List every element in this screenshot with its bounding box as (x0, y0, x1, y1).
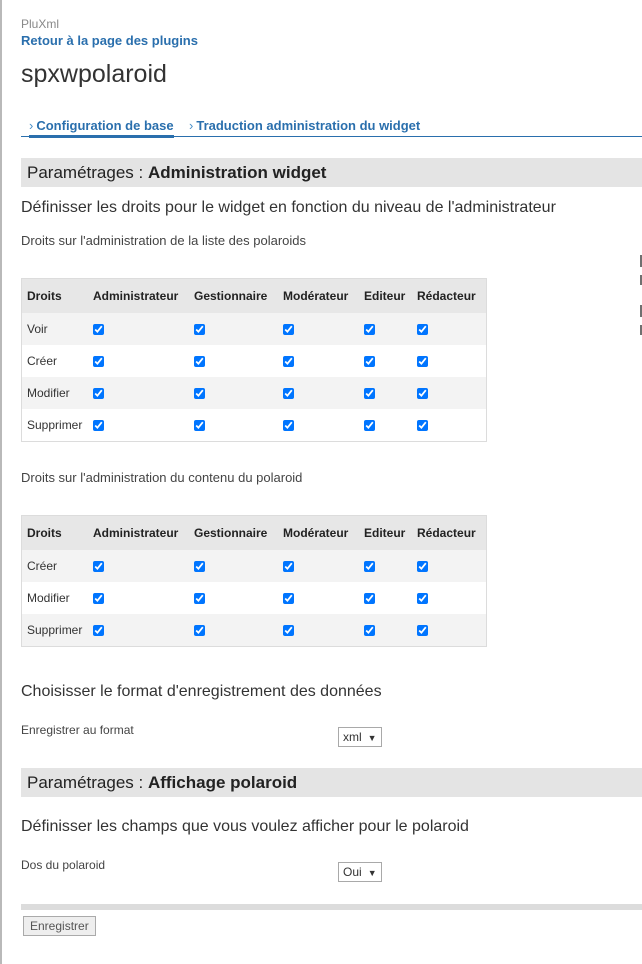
col-editeur: Editeur (359, 516, 412, 551)
row-label: Supprimer (22, 614, 89, 647)
col-redacteur: Rédacteur (412, 516, 487, 551)
col-droits: Droits (22, 516, 89, 551)
checkbox-contenu-creer-redacteur[interactable] (417, 561, 428, 572)
checkbox-voir-gestionnaire[interactable] (194, 324, 205, 335)
format-label: Enregistrer au format (21, 723, 134, 737)
checkbox-contenu-creer-editeur[interactable] (364, 561, 375, 572)
checkbox-creer-editeur[interactable] (364, 356, 375, 367)
content-rights-caption: Droits sur l'administration du contenu du polaroid (21, 470, 303, 485)
checkbox-modifier-editeur[interactable] (364, 388, 375, 399)
checkbox-modifier-moderateur[interactable] (283, 388, 294, 399)
table-row (22, 377, 487, 409)
checkbox-contenu-modifier-gestionnaire[interactable] (194, 593, 205, 604)
checkbox-supprimer-redacteur[interactable] (417, 420, 428, 431)
form-footer-bar (21, 904, 642, 910)
back-polaroid-value: Oui (343, 865, 362, 879)
row-label: Créer (22, 550, 89, 582)
format-heading: Choisisser le format d'enregistrement des données (21, 683, 382, 700)
checkbox-contenu-supprimer-moderateur[interactable] (283, 625, 294, 636)
col-droits: Droits (22, 279, 89, 314)
table-header-row (22, 279, 487, 314)
col-moderateur: Modérateur (278, 279, 359, 314)
left-border (0, 0, 2, 964)
checkbox-contenu-supprimer-gestionnaire[interactable] (194, 625, 205, 636)
dropdown-arrow-icon: ▼ (367, 733, 377, 743)
checkbox-voir-moderateur[interactable] (283, 324, 294, 335)
checkbox-creer-administrateur[interactable] (93, 356, 104, 367)
back-polaroid-select[interactable] (338, 862, 382, 882)
table-row (22, 313, 487, 345)
checkbox-voir-editeur[interactable] (364, 324, 375, 335)
checkbox-contenu-modifier-moderateur[interactable] (283, 593, 294, 604)
tab-label: Configuration de base (36, 118, 174, 133)
tab-label: Traduction administration du widget (196, 118, 421, 133)
section-prefix: Paramétrages : (27, 163, 148, 182)
table-row (22, 614, 487, 647)
checkbox-supprimer-administrateur[interactable] (93, 420, 104, 431)
format-select[interactable] (338, 727, 382, 747)
checkbox-creer-redacteur[interactable] (417, 356, 428, 367)
brand-label: PluXml (21, 17, 60, 31)
chevron-right-icon: › (189, 118, 194, 133)
format-select-value: xml (343, 730, 362, 744)
checkbox-modifier-gestionnaire[interactable] (194, 388, 205, 399)
row-label: Supprimer (27, 418, 83, 432)
checkbox-contenu-modifier-redacteur[interactable] (417, 593, 428, 604)
section-title: Affichage polaroid (147, 773, 298, 792)
section-title: Administration widget (147, 163, 327, 182)
checkbox-creer-moderateur[interactable] (283, 356, 294, 367)
checkbox-supprimer-moderateur[interactable] (283, 420, 294, 431)
table-header-row (22, 516, 487, 551)
checkbox-modifier-redacteur[interactable] (417, 388, 428, 399)
content-rights-table (21, 515, 487, 647)
back-to-plugins-link[interactable]: Retour à la page des plugins (21, 33, 198, 48)
table-row (22, 550, 487, 582)
checkbox-voir-redacteur[interactable] (417, 324, 428, 335)
section-prefix: Paramétrages : (27, 773, 148, 792)
col-gestionnaire: Gestionnaire (189, 516, 278, 551)
col-redacteur: Rédacteur (412, 279, 487, 314)
checkbox-contenu-supprimer-redacteur[interactable] (417, 625, 428, 636)
rights-heading: Définisser les droits pour le widget en fonction du niveau de l'administrateur (21, 199, 556, 216)
table-row (22, 345, 487, 377)
list-rights-table (21, 278, 487, 442)
row-label: Créer (27, 354, 58, 368)
list-rights-caption: Droits sur l'administration de la liste des polaroids (21, 233, 306, 248)
section-header-display (21, 768, 642, 797)
tab-bar (21, 118, 642, 137)
table-row (22, 409, 487, 442)
row-label: Voir (22, 313, 89, 345)
checkbox-modifier-administrateur[interactable] (93, 388, 104, 399)
checkbox-contenu-creer-gestionnaire[interactable] (194, 561, 205, 572)
checkbox-contenu-supprimer-administrateur[interactable] (93, 625, 104, 636)
checkbox-contenu-creer-moderateur[interactable] (283, 561, 294, 572)
tab-traduction-widget[interactable] (189, 118, 420, 133)
col-editeur: Editeur (359, 279, 412, 314)
checkbox-contenu-modifier-administrateur[interactable] (93, 593, 104, 604)
row-label: Modifier (22, 377, 89, 409)
back-polaroid-label: Dos du polaroid (21, 858, 106, 872)
page-title: spxwpolaroid (21, 60, 167, 88)
checkbox-creer-gestionnaire[interactable] (194, 356, 205, 367)
checkbox-supprimer-gestionnaire[interactable] (194, 420, 205, 431)
table-row (22, 582, 487, 614)
checkbox-supprimer-editeur[interactable] (364, 420, 375, 431)
chevron-right-icon: › (29, 118, 34, 133)
dropdown-arrow-icon: ▼ (367, 868, 377, 878)
checkbox-contenu-modifier-editeur[interactable] (364, 593, 375, 604)
row-label: Modifier (27, 591, 70, 605)
col-moderateur: Modérateur (278, 516, 359, 551)
section-header-admin (21, 158, 642, 187)
fields-heading: Définisser les champs que vous voulez afficher pour le polaroid (21, 818, 469, 835)
col-administrateur: Administrateur (88, 279, 189, 314)
checkbox-contenu-supprimer-editeur[interactable] (364, 625, 375, 636)
tab-configuration-base[interactable] (29, 118, 174, 138)
col-gestionnaire: Gestionnaire (189, 279, 278, 314)
checkbox-contenu-creer-administrateur[interactable] (93, 561, 104, 572)
col-administrateur: Administrateur (88, 516, 189, 551)
save-button[interactable]: Enregistrer (23, 916, 96, 936)
checkbox-voir-administrateur[interactable] (93, 324, 104, 335)
